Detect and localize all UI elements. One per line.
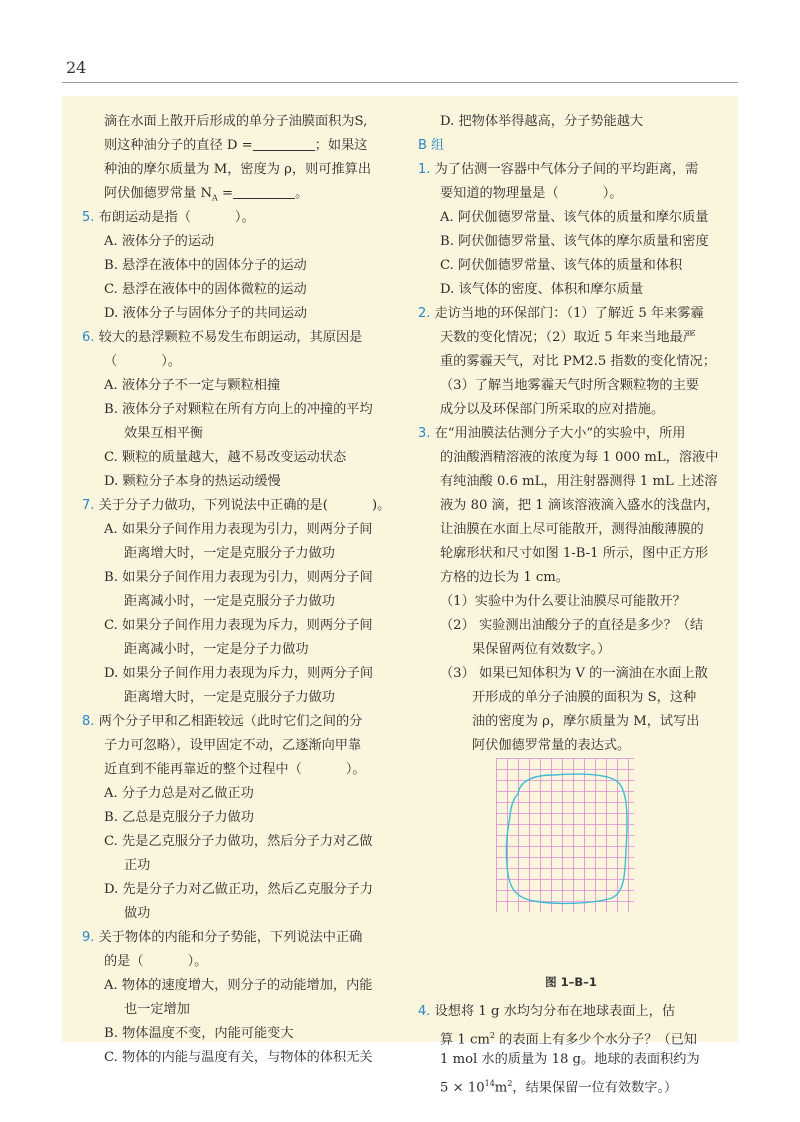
question-b2: 2. 走访当地的环保部门：（1）了解近 5 年来雾霾 xyxy=(418,306,704,321)
figure-caption: 图 1–B–1 xyxy=(545,975,597,989)
option-c: C. 物体的内能与温度有关，与物体的体积无关 xyxy=(104,1050,373,1065)
option-c: C. 颗粒的质量越大，越不易改变运动状态 xyxy=(104,450,347,465)
question-b4: 4. 设想将 1 g 水均匀分布在地球表面上，估 xyxy=(418,1004,676,1019)
text-line: 1 mol 水的质量为 18 g。地球的表面积约为 xyxy=(440,1052,700,1067)
oil-film-grid xyxy=(496,758,634,912)
option-a: A. 液体分子不一定与颗粒相撞 xyxy=(104,378,281,393)
text-line: 果保留两位有效数字。） xyxy=(472,642,611,657)
text-line: 算 1 $cm^2$ 的表面上有多少个水分子？（已知 xyxy=(440,1031,697,1048)
text-line: 开形成的单分子油膜的面积为 S，这种 xyxy=(472,690,697,705)
option-b: B. 液体分子对颗粒在所有方向上的冲撞的平均 xyxy=(104,402,373,417)
option-continuation: 距离减小时，一定是分子力做功 xyxy=(124,642,309,657)
group-b-title: B 组 xyxy=(418,138,445,153)
option-d: D. 颗粒分子本身的热运动缓慢 xyxy=(104,474,281,489)
option-b: B. 阿伏伽德罗常量、该气体的摩尔质量和密度 xyxy=(440,234,709,249)
option-b: B. 物体温度不变，内能可能变大 xyxy=(104,1026,294,1041)
text-line: 阿伏伽德罗常量的表达式。 xyxy=(472,738,631,753)
option-a: A. 物体的速度增大，则分子的动能增加，内能 xyxy=(104,978,373,993)
option-d: D. 先是分子力对乙做正功，然后乙克服分子力 xyxy=(104,882,374,897)
option-continuation: 距离增大时，一定是克服分子力做功 xyxy=(124,690,335,705)
answer-blank xyxy=(233,184,295,199)
text-line: 方格的边长为 1 cm。 xyxy=(440,570,569,585)
text-line: 有纯油酸 0.6 mL，用注射器测得 1 mL 上述溶 xyxy=(440,474,718,489)
oil-film-outline xyxy=(506,774,627,903)
text-line: 滴在水面上散开后形成的单分子油膜面积为S, xyxy=(104,114,368,129)
text-line: （3）了解当地雾霾天气时所含颗粒物的主要 xyxy=(440,378,699,393)
right-column xyxy=(418,110,724,1096)
sub-question-2: （2） 实验测出油酸分子的直径是多少？（结 xyxy=(440,618,704,633)
option-c: C. 如果分子间作用力表现为斥力，则两分子间 xyxy=(104,618,373,633)
text-line: 液为 80 滴，把 1 滴该溶液滴入盛水的浅盘内， xyxy=(440,498,720,513)
oil-film-figure xyxy=(418,758,724,964)
option-continuation: 也一定增加 xyxy=(124,1002,190,1017)
question-7: 7. 关于分子力做功，下列说法中正确的是( )。 xyxy=(82,498,391,513)
text-line: 子力可忽略），设甲固定不动，乙逐渐向甲靠 xyxy=(104,738,362,753)
question-9: 9. 关于物体的内能和分子势能，下列说法中正确 xyxy=(82,930,363,945)
option-b: B. 如果分子间作用力表现为引力，则两分子间 xyxy=(104,570,373,585)
text-line: 近直到不能再靠近的整个过程中（ ）。 xyxy=(104,762,366,777)
option-b: B. 悬浮在液体中的固体分子的运动 xyxy=(104,258,307,273)
question-6: 6. 较大的悬浮颗粒不易发生布朗运动，其原因是 xyxy=(82,330,363,345)
option-continuation: 效果互相平衡 xyxy=(124,426,204,441)
text-line: （ ）。 xyxy=(104,354,181,369)
option-a: A. 如果分子间作用力表现为引力，则两分子间 xyxy=(104,522,373,537)
option-a: A. 液体分子的运动 xyxy=(104,234,215,249)
sub-question-1: （1）实验中为什么要让油膜尽可能散开？ xyxy=(440,594,686,609)
option-a: A. 阿伏伽德罗常量、该气体的质量和摩尔质量 xyxy=(440,210,709,225)
sub-question-3: （3） 如果已知体积为 V 的一滴油在水面上散 xyxy=(440,666,708,681)
text-line: 成分以及环保部门所采取的应对措施。 xyxy=(440,402,665,417)
option-a: A. 分子力总是对乙做正功 xyxy=(104,786,254,801)
page-number: 24 xyxy=(66,58,87,77)
question-8: 8. 两个分子甲和乙相距较远（此时它们之间的分 xyxy=(82,714,363,729)
question-5: 5. 布朗运动是指（ ）。 xyxy=(82,210,255,225)
option-continuation: 做功 xyxy=(124,906,151,921)
text-line: $5 \times 10^{14}m^2$，结果保留一位有效数字。） xyxy=(440,1079,678,1096)
text-line: 天数的变化情况；（2）取近 5 年来当地最严 xyxy=(440,330,696,345)
text-line: 则这种油分子的直径 D = ；如果这 xyxy=(104,138,368,153)
question-b1: 1. 为了估测一容器中气体分子间的平均距离，需 xyxy=(418,162,699,177)
option-c: C. 悬浮在液体中的固体微粒的运动 xyxy=(104,282,307,297)
text-line: 的油酸酒精溶液的浓度为每 1 000 mL，溶液中 xyxy=(440,450,719,465)
text-line: 阿伏伽德罗常量 $N_A$ = 。 xyxy=(104,186,309,203)
option-d: D. 液体分子与固体分子的共同运动 xyxy=(104,306,308,321)
text-line: 种油的摩尔质量为 M，密度为 ρ，则可推算出 xyxy=(104,162,372,177)
grid-lines xyxy=(496,758,634,912)
option-continuation: 距离增大时，一定是克服分子力做功 xyxy=(124,546,335,561)
left-column xyxy=(82,110,398,1070)
text-line: 重的雾霾天气，对比 PM2.5 指数的变化情况； xyxy=(440,354,716,369)
option-c: C. 先是乙克服分子力做功，然后分子力对乙做 xyxy=(104,834,373,849)
option-d: D. 该气体的密度、体积和摩尔质量 xyxy=(440,282,644,297)
text-line: 的是（ ）。 xyxy=(104,954,208,969)
option-continuation: 正功 xyxy=(124,858,151,873)
option-continuation: 距离减小时，一定是克服分子力做功 xyxy=(124,594,335,609)
option-d: D. 如果分子间作用力表现为斥力，则两分子间 xyxy=(104,666,374,681)
question-b3: 3. 在“用油膜法估测分子大小”的实验中，所用 xyxy=(418,426,686,441)
text-line: 要知道的物理量是（ ）。 xyxy=(440,186,623,201)
exercise-panel xyxy=(62,96,738,1096)
header-rule xyxy=(62,82,738,83)
option-b: B. 乙总是克服分子力做功 xyxy=(104,810,254,825)
option-d: D. 把物体举得越高，分子势能越大 xyxy=(440,114,644,129)
option-c: C. 阿伏伽德罗常量、该气体的质量和体积 xyxy=(440,258,683,273)
text-line: 油的密度为 ρ，摩尔质量为 M，试写出 xyxy=(472,714,700,729)
answer-blank xyxy=(253,136,315,151)
text-line: 轮廓形状和尺寸如图 1-B-1 所示，图中正方形 xyxy=(440,546,709,561)
text-line: 让油膜在水面上尽可能散开，测得油酸薄膜的 xyxy=(440,522,704,537)
